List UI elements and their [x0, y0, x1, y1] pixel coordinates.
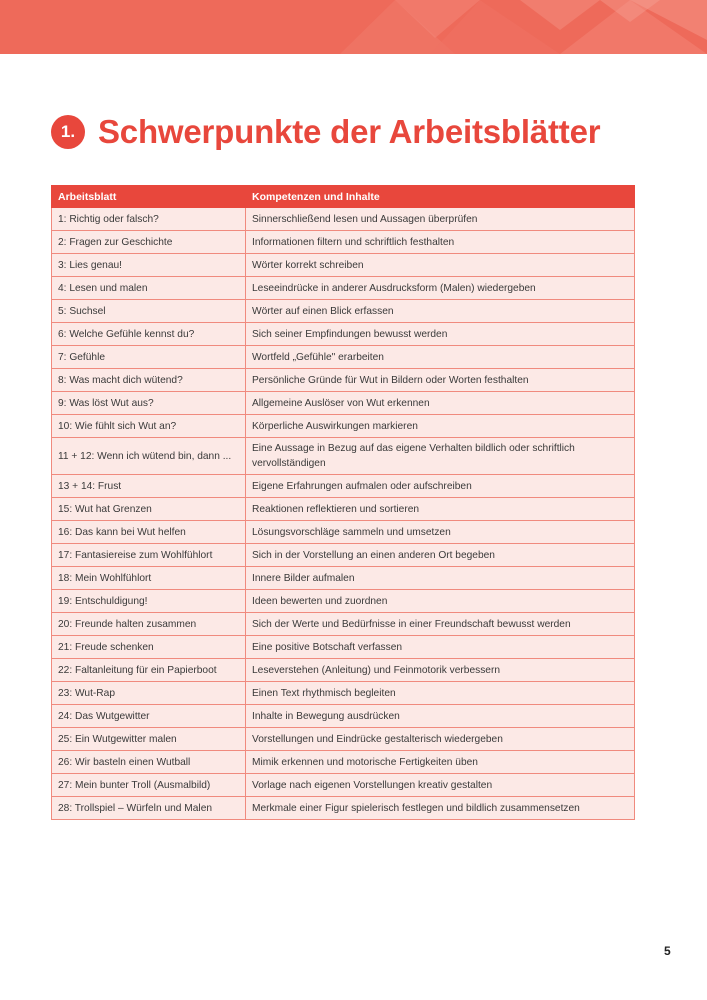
competency-cell: Vorstellungen und Eindrücke gestalterisch wiedergeben — [246, 728, 635, 751]
worksheet-cell: 23: Wut-Rap — [52, 682, 246, 705]
competency-cell: Allgemeine Auslöser von Wut erkennen — [246, 392, 635, 415]
competency-cell: Ideen bewerten und zuordnen — [246, 590, 635, 613]
worksheet-cell: 22: Faltanleitung für ein Papierboot — [52, 659, 246, 682]
worksheet-cell: 6: Welche Gefühle kennst du? — [52, 323, 246, 346]
competency-cell: Einen Text rhythmisch begleiten — [246, 682, 635, 705]
top-banner — [0, 0, 707, 54]
competency-cell: Sich in der Vorstellung an einen anderen Ort begeben — [246, 544, 635, 567]
competency-cell: Inhalte in Bewegung ausdrücken — [246, 705, 635, 728]
worksheet-cell: 25: Ein Wutgewitter malen — [52, 728, 246, 751]
competency-cell: Leseverstehen (Anleitung) und Feinmotorik verbessern — [246, 659, 635, 682]
worksheet-cell: 8: Was macht dich wütend? — [52, 369, 246, 392]
worksheet-cell: 27: Mein bunter Troll (Ausmalbild) — [52, 774, 246, 797]
table-row — [52, 392, 635, 415]
table-body — [52, 208, 635, 820]
table-row — [52, 567, 635, 590]
table-row — [52, 544, 635, 567]
worksheet-cell: 26: Wir basteln einen Wutball — [52, 751, 246, 774]
worksheet-cell: 3: Lies genau! — [52, 254, 246, 277]
competency-cell: Eine Aussage in Bezug auf das eigene Verhalten bildlich oder schriftlich vervollständigen — [246, 438, 635, 475]
table-row — [52, 346, 635, 369]
worksheet-cell: 17: Fantasiereise zum Wohlfühlort — [52, 544, 246, 567]
worksheet-cell: 16: Das kann bei Wut helfen — [52, 521, 246, 544]
table-row — [52, 751, 635, 774]
table-row — [52, 498, 635, 521]
table-row — [52, 369, 635, 392]
table-row — [52, 208, 635, 231]
competency-cell: Sich seiner Empfindungen bewusst werden — [246, 323, 635, 346]
competency-cell: Innere Bilder aufmalen — [246, 567, 635, 590]
page-title: Schwerpunkte der Arbeitsblätter — [98, 113, 601, 150]
section-number-badge: 1. — [51, 115, 85, 149]
competency-cell: Sich der Werte und Bedürfnisse in einer Freundschaft bewusst werden — [246, 613, 635, 636]
competency-cell: Informationen filtern und schriftlich festhalten — [246, 231, 635, 254]
competency-cell: Wortfeld „Gefühle" erarbeiten — [246, 346, 635, 369]
table-row — [52, 277, 635, 300]
competency-cell: Lösungsvorschläge sammeln und umsetzen — [246, 521, 635, 544]
table-row — [52, 231, 635, 254]
worksheet-cell: 18: Mein Wohlfühlort — [52, 567, 246, 590]
column-header-worksheet: Arbeitsblatt — [52, 186, 246, 208]
table-row — [52, 774, 635, 797]
table-row — [52, 254, 635, 277]
competency-cell: Merkmale einer Figur spielerisch festlegen und bildlich zusammensetzen — [246, 797, 635, 820]
table-row — [52, 797, 635, 820]
table-row — [52, 300, 635, 323]
worksheet-cell: 9: Was löst Wut aus? — [52, 392, 246, 415]
column-header-competencies: Kompetenzen und Inhalte — [246, 186, 635, 208]
worksheet-cell: 4: Lesen und malen — [52, 277, 246, 300]
table-row — [52, 728, 635, 751]
worksheet-cell: 28: Trollspiel – Würfeln und Malen — [52, 797, 246, 820]
worksheet-cell: 20: Freunde halten zusammen — [52, 613, 246, 636]
table-header-row — [52, 186, 635, 208]
table-row — [52, 438, 635, 475]
competency-cell: Reaktionen reflektieren und sortieren — [246, 498, 635, 521]
banner-pattern — [0, 0, 707, 54]
competency-cell: Leseeindrücke in anderer Ausdrucksform (Malen) wiedergeben — [246, 277, 635, 300]
table-row — [52, 323, 635, 346]
page-heading — [51, 110, 600, 154]
table-row — [52, 659, 635, 682]
table-row — [52, 475, 635, 498]
worksheet-table — [51, 185, 635, 820]
competency-cell: Persönliche Gründe für Wut in Bildern oder Worten festhalten — [246, 369, 635, 392]
worksheet-cell: 7: Gefühle — [52, 346, 246, 369]
table-row — [52, 682, 635, 705]
page-number: 5 — [664, 944, 671, 958]
competency-cell: Eigene Erfahrungen aufmalen oder aufschreiben — [246, 475, 635, 498]
competency-cell: Körperliche Auswirkungen markieren — [246, 415, 635, 438]
table-row — [52, 415, 635, 438]
competency-cell: Vorlage nach eigenen Vorstellungen kreativ gestalten — [246, 774, 635, 797]
worksheet-cell: 11 + 12: Wenn ich wütend bin, dann ... — [52, 438, 246, 475]
table-row — [52, 613, 635, 636]
worksheet-cell: 10: Wie fühlt sich Wut an? — [52, 415, 246, 438]
worksheet-cell: 13 + 14: Frust — [52, 475, 246, 498]
competency-cell: Wörter korrekt schreiben — [246, 254, 635, 277]
competency-cell: Eine positive Botschaft verfassen — [246, 636, 635, 659]
table-row — [52, 521, 635, 544]
competency-cell: Sinnerschließend lesen und Aussagen überprüfen — [246, 208, 635, 231]
worksheet-cell: 21: Freude schenken — [52, 636, 246, 659]
worksheet-cell: 15: Wut hat Grenzen — [52, 498, 246, 521]
worksheet-cell: 24: Das Wutgewitter — [52, 705, 246, 728]
worksheet-cell: 19: Entschuldigung! — [52, 590, 246, 613]
competency-cell: Mimik erkennen und motorische Fertigkeiten üben — [246, 751, 635, 774]
table-row — [52, 590, 635, 613]
competency-cell: Wörter auf einen Blick erfassen — [246, 300, 635, 323]
table-row — [52, 705, 635, 728]
worksheet-cell: 1: Richtig oder falsch? — [52, 208, 246, 231]
worksheet-cell: 5: Suchsel — [52, 300, 246, 323]
worksheet-cell: 2: Fragen zur Geschichte — [52, 231, 246, 254]
table-row — [52, 636, 635, 659]
